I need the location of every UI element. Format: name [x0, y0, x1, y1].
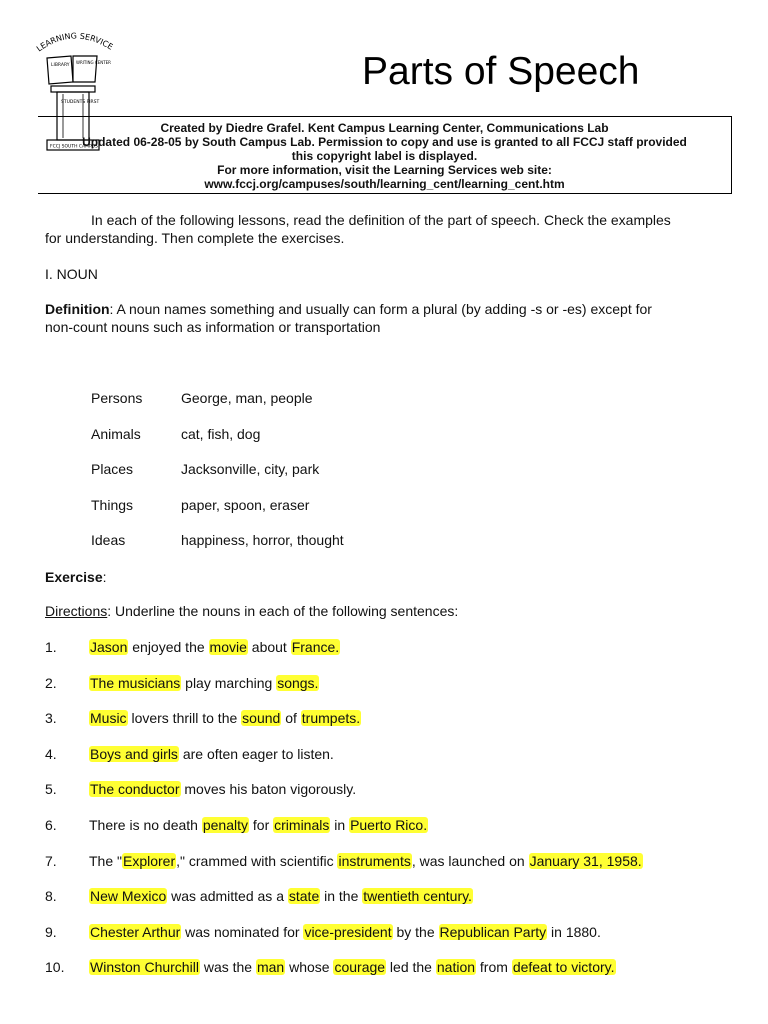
sentence-text: enjoyed the: [128, 639, 209, 655]
sentence-text: from: [476, 959, 512, 976]
example-items: George, man, people: [181, 390, 313, 406]
highlighted-noun: movie: [209, 639, 247, 655]
example-category: Ideas: [91, 532, 126, 548]
svg-text:LIBRARY: LIBRARY: [51, 63, 70, 68]
credit-line: this copyright label is displayed.: [291, 149, 478, 163]
sentence-number: 4.: [45, 745, 57, 762]
example-category: Animals: [91, 425, 141, 442]
highlighted-noun: Puerto Rico.: [350, 817, 428, 833]
credits-box: [38, 116, 732, 194]
highlighted-noun: criminals: [274, 817, 330, 833]
highlighted-noun: vice-president: [304, 923, 392, 940]
page-title: Parts of Speech: [362, 50, 640, 93]
sentence-number: 10.: [45, 959, 65, 976]
sentence-text: play marching: [181, 674, 277, 691]
directions: [45, 602, 458, 620]
definition: [45, 300, 652, 318]
highlighted-noun: twentieth century.: [363, 888, 472, 905]
sentence: [89, 709, 361, 727]
sentence-text: The ": [89, 852, 122, 869]
highlighted-noun: Music: [90, 710, 127, 727]
highlighted-noun: Jason: [90, 639, 128, 655]
highlighted-noun: Explorer: [122, 852, 176, 869]
svg-text:WRITING CENTER: WRITING CENTER: [76, 60, 111, 65]
sentence: [89, 638, 340, 656]
intro-line-2: for understanding. Then complete the exercises.: [45, 230, 345, 246]
exercise-label: [45, 568, 107, 586]
sentence: [89, 674, 319, 692]
highlighted-noun: instruments: [338, 852, 411, 869]
sentence-text: in 1880.: [547, 923, 601, 940]
example-category: Persons: [91, 390, 143, 406]
exercise-label-text: Exercise: [45, 569, 103, 585]
example-category: Places: [91, 461, 134, 477]
svg-text:LEARNING SERVICES: LEARNING SERVIC: [34, 31, 110, 54]
sentence-number: 5.: [45, 781, 57, 798]
highlighted-noun: New Mexico: [90, 888, 167, 905]
sentence-text: was admitted as a: [167, 888, 288, 905]
highlighted-noun: Boys and girls: [90, 745, 178, 762]
sentence-number: 3.: [45, 710, 57, 727]
example-items: Jacksonville, city, park: [181, 461, 320, 477]
sentence-text: ," crammed with scientific: [176, 852, 338, 869]
sentence-text: lovers thrill to the: [127, 710, 242, 727]
sentence-text: There is no death: [89, 817, 202, 833]
exercise-label-suffix: :: [102, 569, 107, 585]
sentence: [89, 852, 643, 870]
sentence-text: by the: [392, 923, 439, 940]
highlighted-noun: nation: [436, 959, 476, 976]
sentence: [89, 816, 428, 834]
highlighted-noun: penalty: [202, 817, 249, 833]
highlighted-noun: Chester Arthur: [90, 923, 181, 940]
definition-label: Definition: [45, 301, 110, 317]
highlighted-noun: trumpets.: [301, 710, 361, 727]
sentence: [89, 887, 473, 905]
sentence-text: for: [249, 817, 274, 833]
sentence-text: moves his baton vigorously.: [180, 781, 357, 798]
sentence: [89, 923, 601, 941]
highlighted-noun: Winston Churchill: [90, 959, 199, 976]
svg-text:FCCJ SOUTH CAMPUS: FCCJ SOUTH CAMPUS: [50, 144, 98, 150]
sentence-number: 9.: [45, 923, 57, 940]
sentence-text: about: [247, 639, 291, 655]
sentence-text: in the: [320, 888, 363, 905]
highlighted-noun: The musicians: [90, 674, 181, 691]
sentence: [89, 780, 356, 798]
highlighted-noun: man: [256, 959, 285, 976]
credit-line: www.fccj.org/campuses/south/learning_cent/learning_cent.htm: [204, 177, 565, 191]
credit-line: Created by Diedre Grafel. Kent Campus Learning Center, Communications Lab: [160, 121, 609, 135]
sentence-text: of: [281, 710, 301, 727]
example-category: Things: [91, 496, 134, 513]
svg-text:STUDENTS FIRST: STUDENTS FIRST: [61, 100, 100, 105]
credit-line: Updated 06-28-05 by South Campus Lab. Permission to copy and use is granted to all FCCJ staff provided: [82, 135, 687, 149]
sentence-number: 7.: [45, 852, 57, 869]
highlighted-noun: courage: [334, 959, 386, 976]
sentence-text: led the: [386, 959, 436, 976]
credit-line: For more information, visit the Learning Services web site:: [217, 163, 552, 177]
sentence-text: are often eager to listen.: [178, 745, 334, 762]
directions-label: Directions: [45, 603, 108, 619]
sentence-number: 8.: [45, 888, 57, 905]
definition-text: : A noun names something and usually can form a plural (by adding -s or -es) except for: [109, 301, 652, 317]
sentence: [89, 745, 334, 763]
definition-line-2: non-count nouns such as information or transportation: [45, 319, 381, 335]
sentence-text: in: [330, 817, 350, 833]
section-heading: I. NOUN: [45, 266, 98, 282]
example-items: cat, fish, dog: [181, 425, 261, 442]
highlighted-noun: The conductor: [90, 781, 180, 798]
highlighted-noun: sound: [242, 710, 281, 727]
example-items: paper, spoon, eraser: [181, 496, 310, 513]
sentence-number: 6.: [45, 817, 57, 833]
sentence-number: 2.: [45, 674, 57, 691]
sentence-text: was the: [199, 959, 256, 976]
sentence-text: was nominated for: [181, 923, 304, 940]
sentence-number: 1.: [45, 639, 57, 655]
highlighted-noun: songs.: [277, 674, 319, 691]
sentence-text: whose: [285, 959, 334, 976]
intro-line-1: In each of the following lessons, read the definition of the part of speech. Check the examples: [91, 212, 671, 228]
highlighted-noun: defeat to victory.: [512, 959, 615, 976]
highlighted-noun: state: [288, 888, 320, 905]
directions-text: : Underline the nouns in each of the following sentences:: [107, 603, 459, 619]
highlighted-noun: January 31, 1958.: [529, 852, 642, 869]
highlighted-noun: France.: [291, 639, 340, 655]
sentence-text: , was launched on: [411, 852, 529, 869]
sentence: [89, 958, 616, 976]
example-items: happiness, horror, thought: [181, 532, 344, 548]
highlighted-noun: Republican Party: [439, 923, 547, 940]
